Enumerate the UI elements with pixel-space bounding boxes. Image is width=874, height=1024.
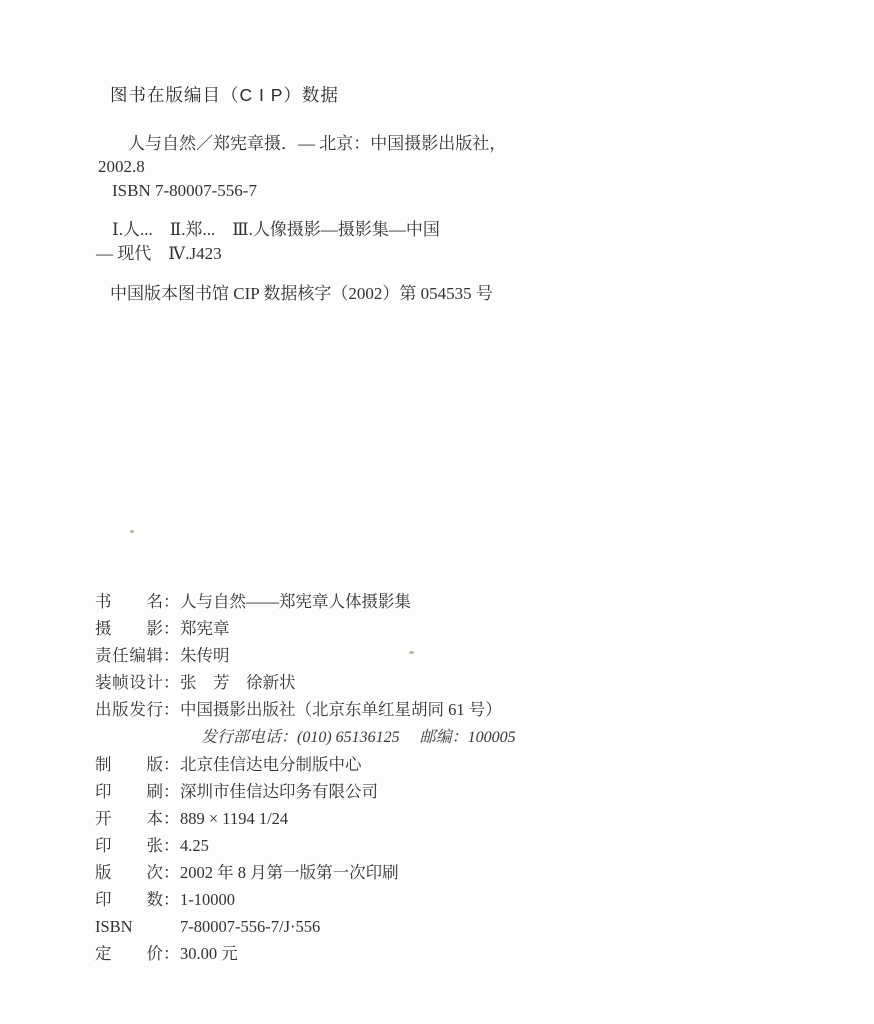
cip-record-number: 中国版本图书馆 CIP 数据核字（2002）第 054535 号 [110, 284, 493, 303]
colophon-value: 889 × 1194 1/24 [180, 809, 289, 828]
scan-speck [409, 651, 414, 654]
cip-block [96, 84, 576, 306]
colophon-value: 7-80007-556-7/J·556 [180, 917, 321, 936]
colophon-label: 书名 [95, 592, 163, 611]
cip-classification-line-1: Ⅰ.人... Ⅱ.郑... Ⅲ.人像摄影—摄影集—中国 [112, 220, 440, 239]
colophon-label: 印刷 [95, 782, 163, 801]
colophon-label: 印张 [95, 836, 163, 855]
cip-classification-line-2: — 现代 Ⅳ.J423 [96, 243, 222, 263]
colophon-row-format [95, 805, 595, 832]
colophon-separator: ： [163, 836, 180, 855]
cip-title-statement: 人与自然／郑宪章摄．— 北京：中国摄影出版社， [128, 133, 507, 153]
cip-publication-year: 2002.8 [98, 157, 145, 176]
colophon-row-plate-making [95, 751, 595, 778]
colophon-row-print-run [95, 886, 595, 913]
colophon-row-sheets [95, 832, 595, 859]
colophon-separator: ： [163, 890, 180, 909]
colophon-value: 30.00 元 [180, 944, 238, 963]
colophon-value: 4.25 [180, 836, 209, 855]
colophon-label: 定价 [95, 944, 163, 963]
colophon-value: 朱传明 [180, 646, 230, 665]
colophon-value: 郑宪章 [180, 619, 230, 638]
colophon-separator: ： [163, 646, 180, 665]
colophon-label: 装帧设计 [95, 673, 163, 692]
colophon-row-price [95, 940, 595, 967]
colophon-separator: ： [163, 782, 180, 801]
colophon-row-isbn [95, 913, 595, 940]
colophon-separator: ： [163, 755, 180, 774]
cip-heading: 图书在版编目（C I P）数据 [110, 85, 339, 105]
colophon-row-photographer [95, 615, 595, 642]
colophon-separator: ： [163, 619, 180, 638]
colophon-separator: ： [163, 809, 180, 828]
colophon-separator: ： [163, 944, 180, 963]
colophon-row-phone [95, 723, 595, 751]
colophon-value: 深圳市佳信达印务有限公司 [180, 782, 378, 801]
colophon-label: 出版发行 [95, 700, 163, 719]
colophon-label: 制版 [95, 755, 163, 774]
colophon-label: 印数 [95, 890, 163, 909]
colophon-row-title [95, 588, 595, 615]
colophon-row-designer [95, 669, 595, 696]
colophon-label: ISBN [95, 917, 133, 936]
colophon-label: 版次 [95, 863, 163, 882]
colophon-value: 2002 年 8 月第一版第一次印刷 [180, 863, 399, 882]
colophon-separator [163, 913, 180, 940]
colophon-value: 1-10000 [180, 890, 235, 909]
colophon-label: 责任编辑 [95, 646, 163, 665]
colophon-separator: ： [163, 863, 180, 882]
scan-speck [130, 530, 134, 533]
colophon-row-edition [95, 859, 595, 886]
colophon-label: 开本 [95, 809, 163, 828]
cip-isbn: ISBN 7-80007-556-7 [112, 180, 257, 200]
colophon-value: 中国摄影出版社（北京东单红星胡同 61 号） [180, 700, 502, 719]
colophon-separator: ： [163, 592, 180, 611]
colophon-value: 发行部电话：(010) 65136125 邮编：100005 [201, 729, 516, 746]
colophon-row-publisher [95, 696, 595, 723]
colophon-value: 人与自然——郑宪章人体摄影集 [180, 592, 411, 611]
colophon-separator: ： [163, 700, 180, 719]
colophon-value: 北京佳信达电分制版中心 [180, 755, 362, 774]
colophon-value: 张 芳 徐新状 [180, 673, 296, 692]
colophon-separator: ： [163, 673, 180, 692]
colophon-row-editor [95, 642, 595, 669]
colophon-row-printer [95, 778, 595, 805]
colophon-block [95, 588, 595, 967]
colophon-label: 摄影 [95, 619, 163, 638]
